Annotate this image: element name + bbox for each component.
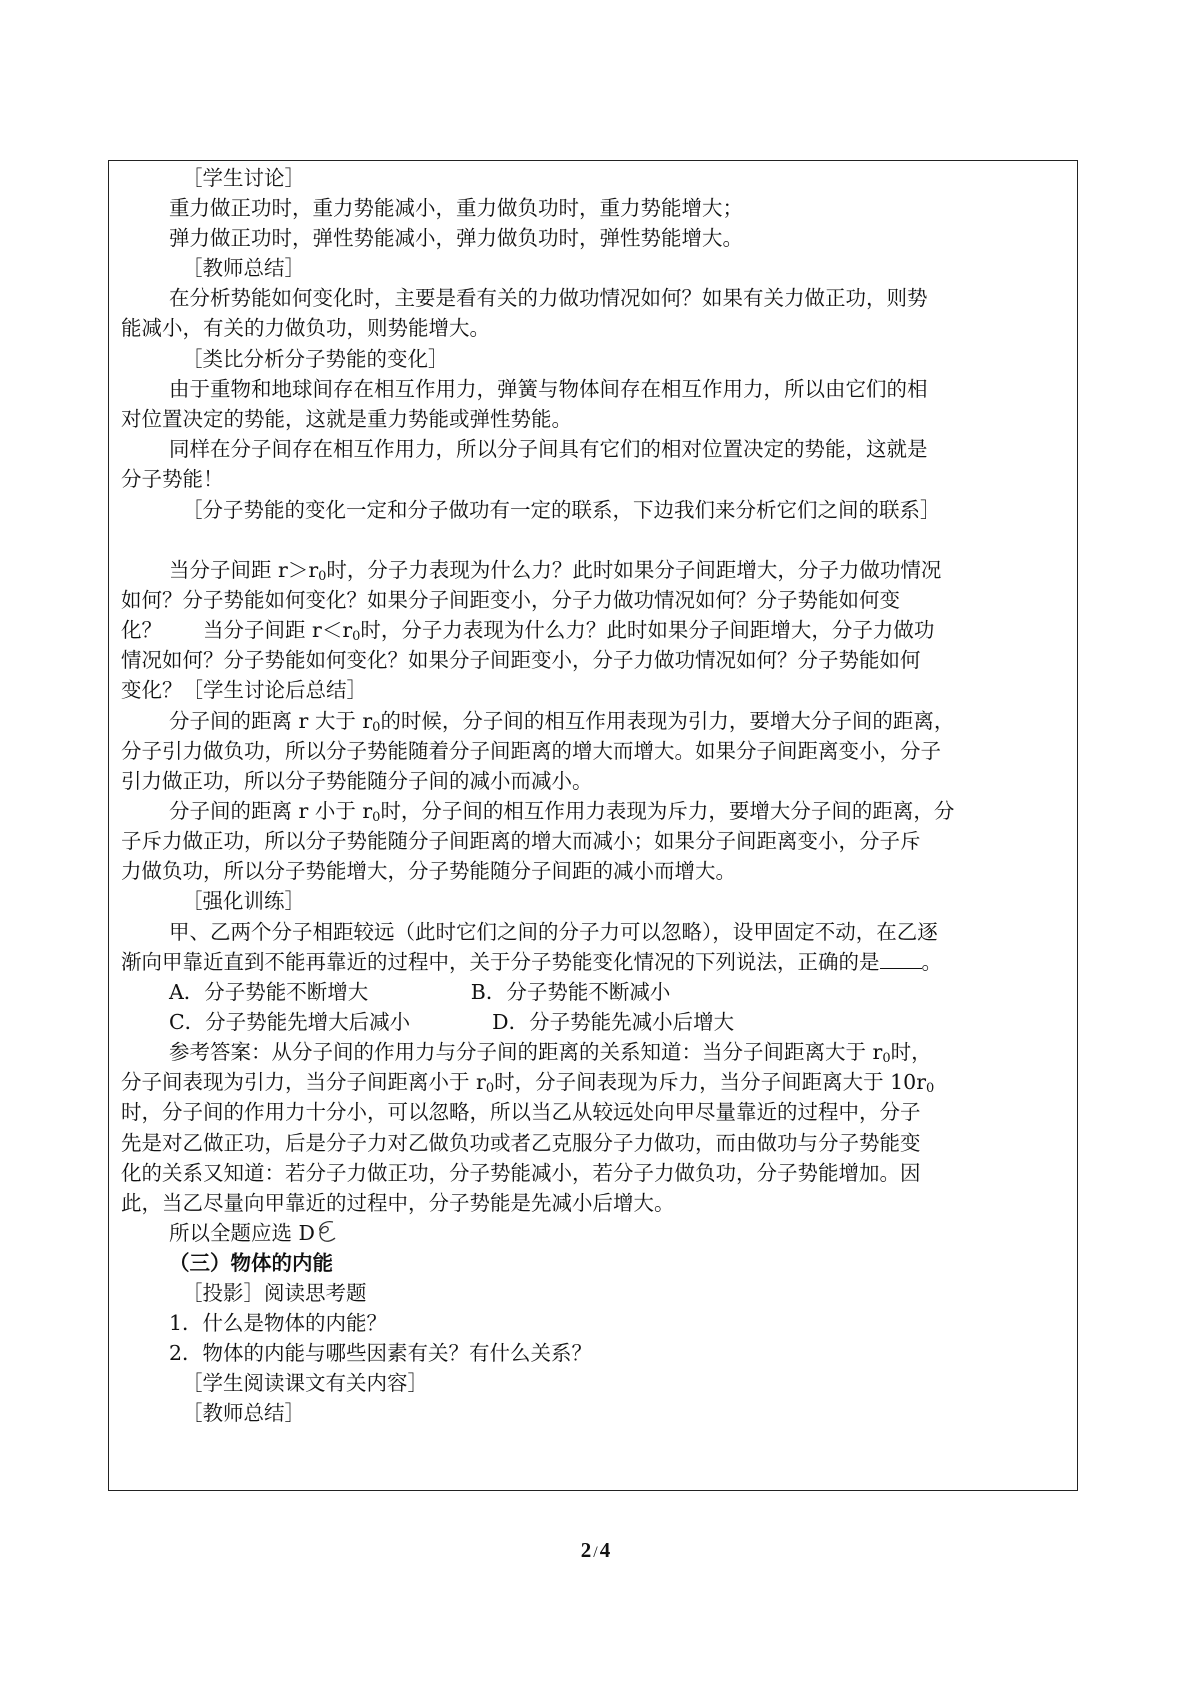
text-run: 1．什么是物体的内能？: [169, 1311, 388, 1335]
text-line: [109, 1278, 1077, 1308]
subscript: 0: [926, 1081, 935, 1096]
text-line: [109, 404, 1077, 434]
text-run: ［强化训练］: [182, 889, 305, 913]
text-run: 能减小，有关的力做负功，则势能增大。: [121, 316, 490, 340]
text-run: 在分析势能如何变化时，主要是看有关的力做功情况如何？如果有关力做正功，则势: [169, 286, 928, 310]
subscript: 0: [372, 810, 381, 825]
text-line: [109, 223, 1077, 253]
text-run: 甲、乙两个分子相距较远（此时它们之间的分子力可以忽略），设甲固定不动，在乙逐: [169, 920, 938, 944]
text-run: 先是对乙做正功，后是分子力对乙做负功或者乙克服分子力做功，而由做功与分子势能变: [121, 1131, 921, 1155]
text-run: 分子间的距离 r 小于 r: [169, 799, 373, 823]
text-run: 此，当乙尽量向甲靠近的过程中，分子势能是先减小后增大。: [121, 1191, 675, 1215]
handwritten-mark-icon: [315, 1218, 341, 1246]
text-run: 情况如何？分子势能如何变化？如果分子间距变小，分子力做功情况如何？分子势能如何: [121, 648, 921, 672]
text-line: [109, 675, 1077, 705]
text-line: [109, 826, 1077, 856]
text-line: [109, 283, 1077, 313]
subscript: 0: [485, 1081, 495, 1096]
page-number: [0, 1538, 1191, 1563]
text-run: 2．物体的内能与哪些因素有关？有什么关系？: [169, 1341, 593, 1365]
text-run: 引力做正功，所以分子势能随分子间的减小而减小。: [121, 769, 593, 793]
page-separator: /: [593, 1544, 598, 1561]
text-line: [109, 645, 1077, 675]
text-run: 的时候，分子间的相互作用表现为引力，要增大分子间的距离，: [380, 709, 955, 733]
text-line: [109, 1128, 1077, 1158]
text-run: 分子引力做负功，所以分子势能随着分子间距离的增大而增大。如果分子间距离变小，分子: [121, 739, 941, 763]
text-line: [109, 1067, 1077, 1097]
text-run: 化？ 当分子间距 r＜r: [121, 618, 353, 642]
text-line: [109, 886, 1077, 916]
text-line: [109, 464, 1077, 494]
text-line: [109, 1218, 1077, 1248]
subscript: 0: [318, 569, 327, 584]
text-line: [109, 706, 1077, 736]
text-run: （三）物体的内能: [169, 1251, 333, 1275]
text-line: [109, 495, 1077, 525]
page-current: 2: [580, 1538, 592, 1562]
answer-blank: [880, 950, 922, 969]
text-run: A．分子势能不断增大 B．分子势能不断减小: [169, 980, 671, 1004]
text-line: [109, 1368, 1077, 1398]
subscript: 0: [352, 629, 361, 644]
text-run: 由于重物和地球间存在相互作用力，弹簧与物体间存在相互作用力，所以由它们的相: [169, 377, 928, 401]
text-line: [109, 163, 1077, 193]
text-run: 时，分子间的作用力十分小，可以忽略，所以当乙从较远处向甲尽量靠近的过程中，分子: [121, 1100, 921, 1124]
text-line: [109, 977, 1077, 1007]
subscript: 0: [372, 720, 381, 735]
text-run: 子斥力做正功，所以分子势能随分子间距离的增大而减小；如果分子间距离变小，分子斥: [121, 829, 921, 853]
text-run: 弹力做正功时，弹性势能减小，弹力做负功时，弹性势能增大。: [169, 226, 743, 250]
text-run: 分子间表现为引力，当分子间距离小于 r: [121, 1070, 486, 1094]
text-run: ［教师总结］: [182, 256, 305, 280]
text-line: [109, 555, 1077, 585]
text-run: 当分子间距 r＞r: [169, 558, 319, 582]
text-line: [109, 313, 1077, 343]
text-line: [109, 796, 1077, 826]
text-run: 同样在分子间存在相互作用力，所以分子间具有它们的相对位置决定的势能，这就是: [169, 437, 928, 461]
text-line: [109, 947, 1077, 977]
text-line: [109, 766, 1077, 796]
subscript: 0: [882, 1051, 891, 1066]
text-line: [109, 1037, 1077, 1067]
text-line: [109, 193, 1077, 223]
text-run: 力做负功，所以分子势能增大，分子势能随分子间距的减小而增大。: [121, 859, 736, 883]
text-line: [109, 1398, 1077, 1428]
text-line: [109, 374, 1077, 404]
text-run: C．分子势能先增大后减小 D．分子势能先减小后增大: [169, 1010, 735, 1034]
text-run: 分子势能！: [121, 467, 224, 491]
text-line: [109, 344, 1077, 374]
text-run: ［投影］阅读思考题: [182, 1281, 367, 1305]
text-run: 变化？［学生讨论后总结］: [121, 678, 367, 702]
page-total: 4: [599, 1538, 611, 1562]
text-run: 时，分子间表现为斥力，当分子间距离大于 10r: [494, 1070, 927, 1094]
text-run: 化的关系又知道：若分子力做正功，分子势能减小，若分子力做负功，分子势能增加。因: [121, 1161, 921, 1185]
text-run: 时，分子力表现为什么力？此时如果分子间距增大，分子力做功: [360, 618, 935, 642]
text-line: [109, 434, 1077, 464]
text-line: [109, 736, 1077, 766]
text-line: [109, 253, 1077, 283]
text-run: ［学生讨论］: [182, 166, 305, 190]
text-run: 时，: [890, 1040, 932, 1064]
text-run: ［类比分析分子势能的变化］: [182, 347, 449, 371]
text-run: 时，分子力表现为什么力？此时如果分子间距增大，分子力做功情况: [326, 558, 942, 582]
text-run: 所以全题应选 D: [169, 1221, 315, 1245]
text-run: ［教师总结］: [182, 1401, 305, 1425]
text-line: [109, 1097, 1077, 1127]
text-run: 对位置决定的势能，这就是重力势能或弹性势能。: [121, 407, 572, 431]
text-run: 如何？分子势能如何变化？如果分子间距变小，分子力做功情况如何？分子势能如何变: [121, 588, 900, 612]
text-run: 渐向甲靠近直到不能再靠近的过程中，关于分子势能变化情况的下列说法，正确的是: [121, 950, 880, 974]
text-line: [109, 615, 1077, 645]
text-run: 重力做正功时，重力势能减小，重力做负功时，重力势能增大；: [169, 196, 743, 220]
text-line: [109, 1308, 1077, 1338]
text-run: 时，分子间的相互作用力表现为斥力，要增大分子间的距离，分: [380, 799, 955, 823]
text-run: 分子间的距离 r 大于 r: [169, 709, 373, 733]
text-line: [109, 585, 1077, 615]
text-run: 参考答案：从分子间的作用力与分子间的距离的关系知道：当分子间距离大于 r: [169, 1040, 883, 1064]
text-line: [109, 856, 1077, 886]
text-run: 。: [921, 950, 942, 974]
text-line: [109, 1338, 1077, 1368]
content-frame: [108, 160, 1078, 1491]
text-line: [109, 917, 1077, 947]
text-line: [109, 1248, 1077, 1278]
text-run: ［分子势能的变化一定和分子做功有一定的联系，下边我们来分析它们之间的联系］: [182, 498, 941, 522]
text-line: [109, 1188, 1077, 1218]
text-run: ［学生阅读课文有关内容］: [182, 1371, 428, 1395]
text-line: [109, 1158, 1077, 1188]
text-line: [109, 1007, 1077, 1037]
